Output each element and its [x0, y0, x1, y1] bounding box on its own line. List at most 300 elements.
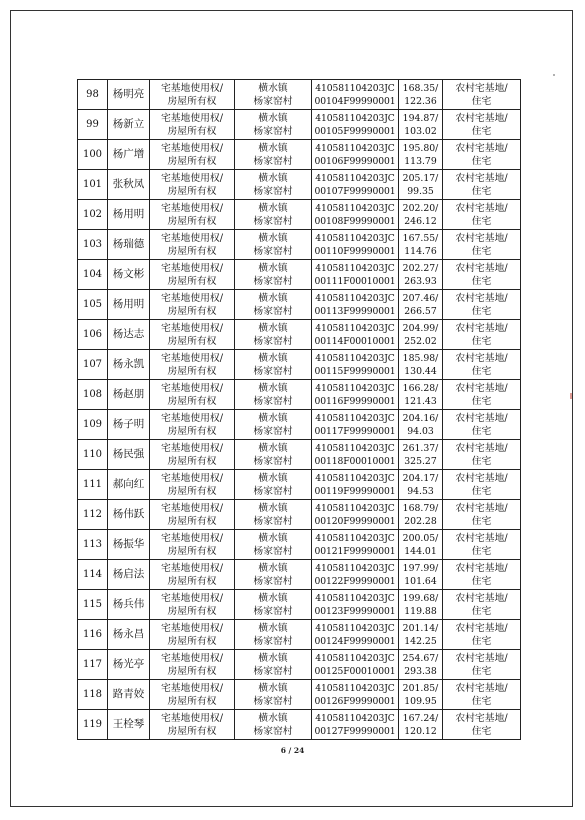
location-cell [235, 260, 312, 290]
location-cell [235, 230, 312, 260]
right-type-line: 房屋所有权 [167, 425, 217, 437]
unit-code-line: 410581104203JC [315, 442, 395, 454]
area-line: 204.99/ [402, 322, 439, 334]
area-line: 325.27 [404, 455, 437, 467]
right-type-line: 房屋所有权 [167, 485, 217, 497]
location-line: 横水镇 [258, 712, 288, 724]
area-line: 103.02 [404, 125, 437, 137]
location-line: 杨家窑村 [253, 575, 293, 587]
area-cell [399, 140, 443, 170]
right-type-line: 宅基地使用权/ [160, 712, 224, 724]
right-type-line: 房屋所有权 [167, 515, 217, 527]
area-cell [399, 260, 443, 290]
unit-code-line: 00104F99990001 [314, 95, 396, 107]
land-use-line: 农村宅基地/ [455, 82, 508, 94]
right-type-line: 房屋所有权 [167, 305, 217, 317]
unit-code-line: 410581104203JC [315, 262, 395, 274]
row-number-cell: 108 [78, 380, 108, 410]
right-type-line: 房屋所有权 [167, 395, 217, 407]
area-line: 130.44 [404, 365, 437, 377]
land-use-line: 住宅 [471, 425, 492, 437]
area-cell [399, 650, 443, 680]
unit-code-cell [312, 560, 399, 590]
right-type-cell [150, 320, 235, 350]
unit-code-line: 410581104203JC [315, 652, 395, 664]
table-row [78, 200, 521, 230]
row-number-cell: 106 [78, 320, 108, 350]
location-cell [235, 410, 312, 440]
location-line: 横水镇 [258, 412, 288, 424]
right-type-line: 房屋所有权 [167, 215, 217, 227]
area-cell [399, 410, 443, 440]
row-number-cell: 114 [78, 560, 108, 590]
location-line: 横水镇 [258, 532, 288, 544]
land-use-line: 农村宅基地/ [455, 502, 508, 514]
owner-name-cell: 杨启法 [108, 560, 150, 590]
location-line: 杨家窑村 [253, 635, 293, 647]
land-use-cell [443, 170, 521, 200]
location-cell [235, 440, 312, 470]
land-use-line: 农村宅基地/ [455, 682, 508, 694]
land-use-line: 住宅 [471, 665, 492, 677]
location-cell [235, 380, 312, 410]
area-line: 109.95 [404, 695, 437, 707]
unit-code-cell [312, 410, 399, 440]
land-use-cell [443, 440, 521, 470]
unit-code-line: 410581104203JC [315, 592, 395, 604]
right-type-line: 房屋所有权 [167, 365, 217, 377]
land-use-line: 农村宅基地/ [455, 202, 508, 214]
land-use-line: 住宅 [471, 545, 492, 557]
unit-code-cell [312, 650, 399, 680]
area-line: 201.85/ [402, 682, 439, 694]
unit-code-line: 410581104203JC [315, 112, 395, 124]
right-type-cell [150, 410, 235, 440]
area-line: 168.35/ [402, 82, 439, 94]
unit-code-cell [312, 110, 399, 140]
land-use-line: 农村宅基地/ [455, 352, 508, 364]
owner-name-cell: 杨新立 [108, 110, 150, 140]
unit-code-line: 00111F00010001 [314, 275, 396, 287]
land-use-line: 农村宅基地/ [455, 172, 508, 184]
unit-code-cell [312, 260, 399, 290]
land-use-line: 农村宅基地/ [455, 142, 508, 154]
right-type-line: 房屋所有权 [167, 455, 217, 467]
owner-name-cell: 杨达志 [108, 320, 150, 350]
row-number-cell: 98 [78, 80, 108, 110]
area-line: 99.35 [407, 185, 434, 197]
land-use-line: 农村宅基地/ [455, 322, 508, 334]
unit-code-line: 410581104203JC [315, 352, 395, 364]
owner-name-cell: 杨广增 [108, 140, 150, 170]
land-use-line: 农村宅基地/ [455, 652, 508, 664]
area-line: 94.03 [407, 425, 434, 437]
right-type-line: 宅基地使用权/ [160, 352, 224, 364]
area-line: 202.28 [404, 515, 437, 527]
unit-code-line: 00119F99990001 [314, 485, 396, 497]
location-line: 横水镇 [258, 592, 288, 604]
table-row [78, 320, 521, 350]
table-row [78, 410, 521, 440]
land-use-line: 住宅 [471, 155, 492, 167]
registration-table [77, 79, 521, 740]
unit-code-cell [312, 380, 399, 410]
owner-name-cell: 路青姣 [108, 680, 150, 710]
unit-code-cell [312, 140, 399, 170]
location-cell [235, 110, 312, 140]
land-use-line: 住宅 [471, 485, 492, 497]
location-cell [235, 470, 312, 500]
right-type-line: 房屋所有权 [167, 665, 217, 677]
right-type-line: 宅基地使用权/ [160, 472, 224, 484]
area-cell [399, 680, 443, 710]
unit-code-line: 00122F99990001 [314, 575, 396, 587]
right-type-cell [150, 650, 235, 680]
location-line: 横水镇 [258, 622, 288, 634]
row-number-cell: 113 [78, 530, 108, 560]
right-type-line: 房屋所有权 [167, 695, 217, 707]
land-use-line: 住宅 [471, 605, 492, 617]
owner-name-cell: 杨民强 [108, 440, 150, 470]
land-use-cell [443, 500, 521, 530]
row-number-cell: 103 [78, 230, 108, 260]
unit-code-line: 00108F99990001 [314, 215, 396, 227]
land-use-line: 农村宅基地/ [455, 712, 508, 724]
row-number-cell: 117 [78, 650, 108, 680]
area-line: 119.88 [404, 605, 437, 617]
area-line: 202.27/ [402, 262, 439, 274]
land-use-line: 住宅 [471, 335, 492, 347]
right-type-line: 宅基地使用权/ [160, 172, 224, 184]
location-cell [235, 170, 312, 200]
location-cell [235, 590, 312, 620]
right-type-cell [150, 260, 235, 290]
table-row [78, 170, 521, 200]
area-cell [399, 230, 443, 260]
location-line: 横水镇 [258, 352, 288, 364]
location-line: 横水镇 [258, 502, 288, 514]
land-use-line: 住宅 [471, 215, 492, 227]
right-type-line: 房屋所有权 [167, 725, 217, 737]
location-line: 杨家窑村 [253, 455, 293, 467]
table-row [78, 350, 521, 380]
land-use-line: 农村宅基地/ [455, 472, 508, 484]
right-type-line: 房屋所有权 [167, 245, 217, 257]
owner-name-cell: 杨文彬 [108, 260, 150, 290]
right-type-line: 房屋所有权 [167, 635, 217, 647]
owner-name-cell: 杨明亮 [108, 80, 150, 110]
table-row [78, 140, 521, 170]
table-row [78, 110, 521, 140]
land-use-cell [443, 620, 521, 650]
area-line: 114.76 [404, 245, 437, 257]
location-line: 横水镇 [258, 322, 288, 334]
location-line: 杨家窑村 [253, 425, 293, 437]
right-type-line: 宅基地使用权/ [160, 532, 224, 544]
unit-code-line: 00115F99990001 [314, 365, 396, 377]
area-cell [399, 500, 443, 530]
land-use-cell [443, 320, 521, 350]
land-use-cell [443, 140, 521, 170]
unit-code-line: 410581104203JC [315, 202, 395, 214]
unit-code-line: 410581104203JC [315, 142, 395, 154]
table-row [78, 470, 521, 500]
owner-name-cell: 杨用明 [108, 200, 150, 230]
unit-code-cell [312, 680, 399, 710]
unit-code-cell [312, 350, 399, 380]
location-line: 横水镇 [258, 382, 288, 394]
land-use-line: 住宅 [471, 515, 492, 527]
unit-code-line: 410581104203JC [315, 322, 395, 334]
land-use-line: 住宅 [471, 125, 492, 137]
area-cell [399, 440, 443, 470]
right-type-cell [150, 680, 235, 710]
unit-code-line: 00110F99990001 [314, 245, 396, 257]
location-line: 横水镇 [258, 112, 288, 124]
land-use-line: 住宅 [471, 275, 492, 287]
location-cell [235, 680, 312, 710]
area-line: 207.46/ [402, 292, 439, 304]
area-cell [399, 710, 443, 740]
right-type-line: 房屋所有权 [167, 545, 217, 557]
area-line: 204.17/ [402, 472, 439, 484]
table-row [78, 530, 521, 560]
row-number-cell: 116 [78, 620, 108, 650]
area-line: 194.87/ [402, 112, 439, 124]
land-use-line: 农村宅基地/ [455, 622, 508, 634]
owner-name-cell: 郝向红 [108, 470, 150, 500]
table-row [78, 230, 521, 260]
land-use-cell [443, 590, 521, 620]
land-use-line: 住宅 [471, 395, 492, 407]
row-number-cell: 118 [78, 680, 108, 710]
right-type-line: 房屋所有权 [167, 275, 217, 287]
area-line: 120.12 [404, 725, 437, 737]
area-cell [399, 560, 443, 590]
location-cell [235, 350, 312, 380]
land-use-cell [443, 200, 521, 230]
land-use-line: 农村宅基地/ [455, 532, 508, 544]
area-line: 201.14/ [402, 622, 439, 634]
right-type-line: 宅基地使用权/ [160, 502, 224, 514]
owner-name-cell: 杨振华 [108, 530, 150, 560]
table-row [78, 500, 521, 530]
unit-code-line: 00124F99990001 [314, 635, 396, 647]
land-use-line: 住宅 [471, 95, 492, 107]
land-use-line: 住宅 [471, 455, 492, 467]
land-use-cell [443, 680, 521, 710]
right-type-cell [150, 500, 235, 530]
right-type-cell [150, 200, 235, 230]
table-row [78, 380, 521, 410]
area-line: 101.64 [404, 575, 437, 587]
row-number-cell: 100 [78, 140, 108, 170]
location-line: 横水镇 [258, 442, 288, 454]
area-line: 167.24/ [402, 712, 439, 724]
right-type-line: 宅基地使用权/ [160, 262, 224, 274]
location-line: 杨家窑村 [253, 485, 293, 497]
location-cell [235, 320, 312, 350]
right-type-line: 宅基地使用权/ [160, 232, 224, 244]
right-type-cell [150, 350, 235, 380]
right-type-cell [150, 620, 235, 650]
row-number-cell: 102 [78, 200, 108, 230]
table-row [78, 650, 521, 680]
area-line: 199.68/ [402, 592, 439, 604]
unit-code-line: 410581104203JC [315, 412, 395, 424]
right-type-line: 房屋所有权 [167, 95, 217, 107]
unit-code-line: 410581104203JC [315, 622, 395, 634]
right-type-cell [150, 440, 235, 470]
table-row [78, 440, 521, 470]
location-line: 杨家窑村 [253, 215, 293, 227]
owner-name-cell: 杨子明 [108, 410, 150, 440]
location-line: 横水镇 [258, 172, 288, 184]
area-cell [399, 170, 443, 200]
area-line: 254.67/ [402, 652, 439, 664]
land-use-line: 农村宅基地/ [455, 412, 508, 424]
unit-code-line: 410581104203JC [315, 472, 395, 484]
area-line: 122.36 [404, 95, 437, 107]
area-cell [399, 290, 443, 320]
location-cell [235, 530, 312, 560]
land-use-cell [443, 710, 521, 740]
right-type-line: 房屋所有权 [167, 335, 217, 347]
location-line: 杨家窑村 [253, 725, 293, 737]
area-line: 166.28/ [402, 382, 439, 394]
right-type-line: 宅基地使用权/ [160, 292, 224, 304]
land-use-line: 农村宅基地/ [455, 592, 508, 604]
unit-code-cell [312, 170, 399, 200]
owner-name-cell: 杨伟跃 [108, 500, 150, 530]
row-number-cell: 109 [78, 410, 108, 440]
owner-name-cell: 杨光亭 [108, 650, 150, 680]
land-use-line: 住宅 [471, 695, 492, 707]
owner-name-cell: 张秋凤 [108, 170, 150, 200]
row-number-cell: 115 [78, 590, 108, 620]
unit-code-line: 410581104203JC [315, 502, 395, 514]
right-type-line: 宅基地使用权/ [160, 112, 224, 124]
land-use-line: 农村宅基地/ [455, 382, 508, 394]
row-number-cell: 99 [78, 110, 108, 140]
table-row [78, 710, 521, 740]
area-line: 167.55/ [402, 232, 439, 244]
land-use-line: 农村宅基地/ [455, 232, 508, 244]
location-line: 杨家窑村 [253, 395, 293, 407]
unit-code-line: 00121F99990001 [314, 545, 396, 557]
area-line: 246.12 [404, 215, 437, 227]
unit-code-cell [312, 500, 399, 530]
area-cell [399, 620, 443, 650]
location-line: 横水镇 [258, 562, 288, 574]
land-use-line: 住宅 [471, 245, 492, 257]
owner-name-cell: 王栓琴 [108, 710, 150, 740]
unit-code-cell [312, 320, 399, 350]
location-line: 杨家窑村 [253, 695, 293, 707]
location-line: 杨家窑村 [253, 95, 293, 107]
area-cell [399, 380, 443, 410]
right-type-line: 房屋所有权 [167, 605, 217, 617]
unit-code-line: 00107F99990001 [314, 185, 396, 197]
right-type-line: 宅基地使用权/ [160, 82, 224, 94]
unit-code-line: 00117F99990001 [314, 425, 396, 437]
area-line: 263.93 [404, 275, 437, 287]
land-use-line: 住宅 [471, 725, 492, 737]
area-line: 144.01 [404, 545, 437, 557]
right-type-line: 房屋所有权 [167, 185, 217, 197]
table-body [78, 80, 521, 740]
row-number-cell: 110 [78, 440, 108, 470]
land-use-line: 农村宅基地/ [455, 442, 508, 454]
location-cell [235, 80, 312, 110]
unit-code-line: 00118F00010001 [314, 455, 396, 467]
location-cell [235, 710, 312, 740]
land-use-cell [443, 110, 521, 140]
row-number-cell: 112 [78, 500, 108, 530]
location-line: 横水镇 [258, 202, 288, 214]
land-use-cell [443, 230, 521, 260]
location-line: 横水镇 [258, 292, 288, 304]
page-number: 6 / 24 [280, 746, 305, 755]
right-type-line: 宅基地使用权/ [160, 562, 224, 574]
land-use-cell [443, 80, 521, 110]
unit-code-line: 410581104203JC [315, 382, 395, 394]
right-type-line: 宅基地使用权/ [160, 652, 224, 664]
unit-code-line: 00126F99990001 [314, 695, 396, 707]
owner-name-cell: 杨永凯 [108, 350, 150, 380]
location-cell [235, 200, 312, 230]
unit-code-cell [312, 590, 399, 620]
location-line: 杨家窑村 [253, 125, 293, 137]
land-use-line: 住宅 [471, 305, 492, 317]
area-cell [399, 200, 443, 230]
right-type-line: 宅基地使用权/ [160, 442, 224, 454]
unit-code-line: 00114F00010001 [314, 335, 396, 347]
location-line: 横水镇 [258, 82, 288, 94]
location-line: 横水镇 [258, 262, 288, 274]
right-type-line: 宅基地使用权/ [160, 592, 224, 604]
right-type-cell [150, 590, 235, 620]
location-line: 杨家窑村 [253, 155, 293, 167]
land-use-cell [443, 410, 521, 440]
land-use-line: 农村宅基地/ [455, 112, 508, 124]
unit-code-line: 410581104203JC [315, 292, 395, 304]
area-cell [399, 530, 443, 560]
location-cell [235, 290, 312, 320]
area-line: 261.37/ [402, 442, 439, 454]
land-use-line: 住宅 [471, 365, 492, 377]
unit-code-line: 410581104203JC [315, 172, 395, 184]
scan-mark [570, 393, 572, 399]
location-cell [235, 140, 312, 170]
right-type-cell [150, 110, 235, 140]
right-type-line: 房屋所有权 [167, 155, 217, 167]
area-cell [399, 110, 443, 140]
location-cell [235, 650, 312, 680]
right-type-cell [150, 470, 235, 500]
unit-code-line: 410581104203JC [315, 562, 395, 574]
area-cell [399, 80, 443, 110]
unit-code-line: 00125F00010001 [314, 665, 396, 677]
land-use-cell [443, 530, 521, 560]
area-line: 195.80/ [402, 142, 439, 154]
land-use-line: 住宅 [471, 635, 492, 647]
area-line: 202.20/ [402, 202, 439, 214]
unit-code-line: 00116F99990001 [314, 395, 396, 407]
unit-code-line: 00127F99990001 [314, 725, 396, 737]
right-type-line: 宅基地使用权/ [160, 682, 224, 694]
location-line: 横水镇 [258, 472, 288, 484]
